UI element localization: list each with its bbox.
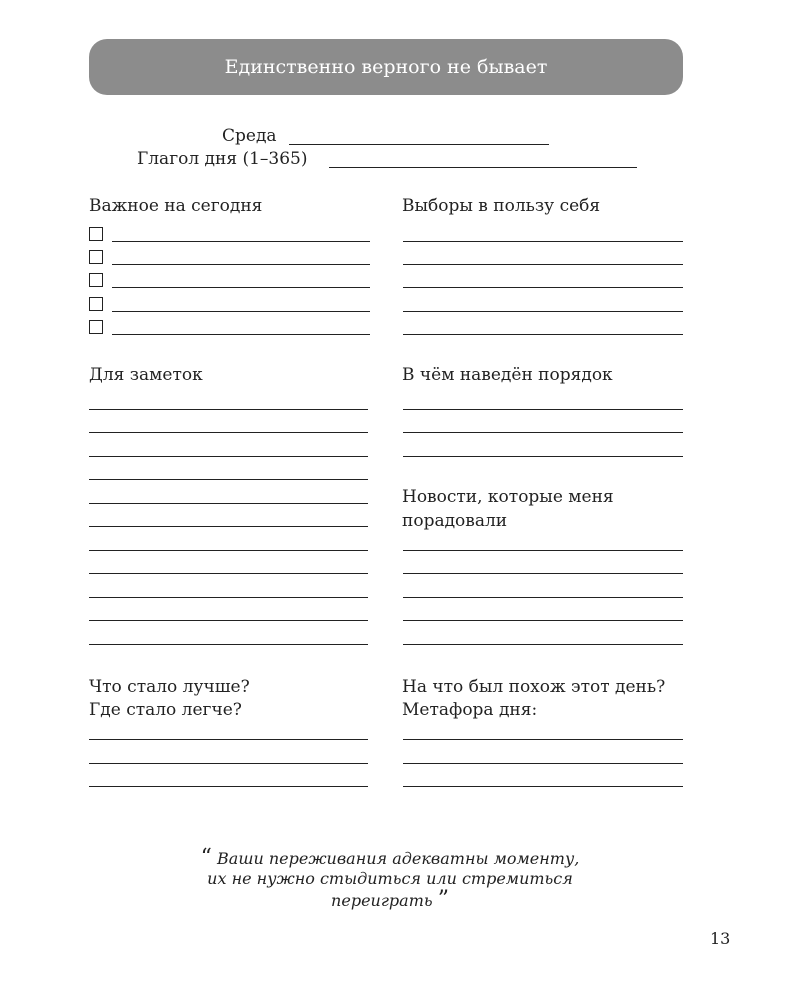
- important-line-5[interactable]: [112, 334, 370, 335]
- notes-line-4[interactable]: [89, 479, 368, 480]
- choices-line-3[interactable]: [403, 287, 683, 288]
- order-line-1[interactable]: [403, 409, 683, 410]
- quote-open-mark: “: [200, 845, 212, 870]
- important-line-1[interactable]: [112, 241, 370, 242]
- section-news-title-line1: Новости, которые меня: [402, 487, 614, 507]
- verb-input-line[interactable]: [329, 167, 637, 168]
- day-input-line[interactable]: [289, 144, 549, 145]
- day-label: Среда: [222, 126, 277, 146]
- header-banner: [89, 39, 683, 95]
- news-line-3[interactable]: [403, 597, 683, 598]
- better-line-2[interactable]: [89, 763, 368, 764]
- news-line-5[interactable]: [403, 644, 683, 645]
- checkbox-important-3[interactable]: [89, 273, 103, 287]
- important-line-2[interactable]: [112, 264, 370, 265]
- checkbox-important-5[interactable]: [89, 320, 103, 334]
- notes-line-6[interactable]: [89, 526, 368, 527]
- metaphor-line-2[interactable]: [403, 763, 683, 764]
- section-notes-title: Для заметок: [89, 365, 203, 385]
- choices-line-2[interactable]: [403, 264, 683, 265]
- section-order-title: В чём наведён порядок: [402, 365, 613, 385]
- verb-label: Глагол дня (1–365): [137, 149, 308, 169]
- better-line-1[interactable]: [89, 739, 368, 740]
- notes-line-8[interactable]: [89, 573, 368, 574]
- quote-text-2: их не нужно стыдиться или стремиться: [207, 869, 573, 888]
- quote-line-2: [150, 869, 630, 888]
- notes-line-2[interactable]: [89, 432, 368, 433]
- choices-line-5[interactable]: [403, 334, 683, 335]
- quote-close-mark: ”: [437, 887, 449, 912]
- section-better-title-line1: Что стало лучше?: [89, 677, 250, 697]
- quote-text-3: переиграть: [331, 891, 433, 910]
- news-line-1[interactable]: [403, 550, 683, 551]
- checkbox-important-2[interactable]: [89, 250, 103, 264]
- page-number: 13: [710, 929, 731, 948]
- order-line-3[interactable]: [403, 456, 683, 457]
- choices-line-1[interactable]: [403, 241, 683, 242]
- quote-line-3: [150, 887, 630, 912]
- quote-line-1: [150, 845, 630, 870]
- section-news-title-line2: порадовали: [402, 511, 508, 531]
- notes-line-1[interactable]: [89, 409, 368, 410]
- section-metaphor-title-line1: На что был похож этот день?: [402, 677, 666, 697]
- section-important-title: Важное на сегодня: [89, 196, 263, 216]
- notes-line-3[interactable]: [89, 456, 368, 457]
- section-better-title-line2: Где стало легче?: [89, 700, 242, 720]
- news-line-4[interactable]: [403, 620, 683, 621]
- order-line-2[interactable]: [403, 432, 683, 433]
- metaphor-line-3[interactable]: [403, 786, 683, 787]
- checkbox-important-4[interactable]: [89, 297, 103, 311]
- notes-line-5[interactable]: [89, 503, 368, 504]
- notes-line-9[interactable]: [89, 597, 368, 598]
- checkbox-important-1[interactable]: [89, 227, 103, 241]
- better-line-3[interactable]: [89, 786, 368, 787]
- notes-line-11[interactable]: [89, 644, 368, 645]
- notes-line-7[interactable]: [89, 550, 368, 551]
- page-title: Единственно верного не бывает: [224, 56, 548, 78]
- quote-text-1: Ваши переживания адекватны моменту,: [217, 849, 580, 868]
- news-line-2[interactable]: [403, 573, 683, 574]
- important-line-4[interactable]: [112, 311, 370, 312]
- choices-line-4[interactable]: [403, 311, 683, 312]
- section-choices-title: Выборы в пользу себя: [402, 196, 601, 216]
- section-metaphor-title-line2: Метафора дня:: [402, 700, 538, 720]
- notes-line-10[interactable]: [89, 620, 368, 621]
- metaphor-line-1[interactable]: [403, 739, 683, 740]
- important-line-3[interactable]: [112, 287, 370, 288]
